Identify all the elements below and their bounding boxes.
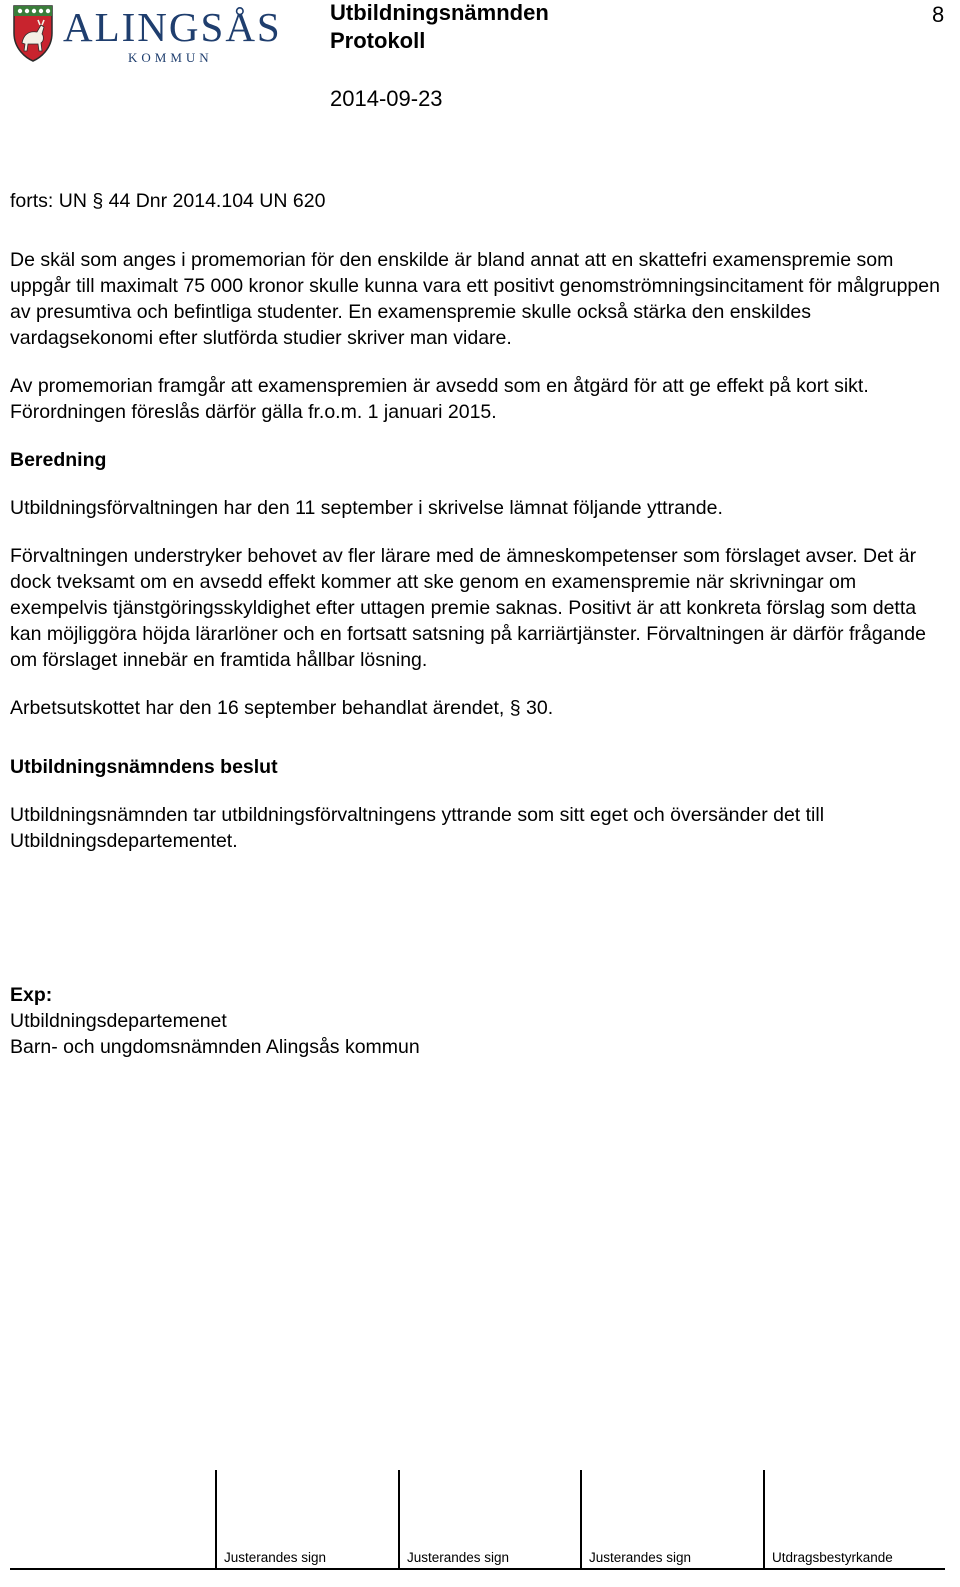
page-number: 8 (932, 2, 945, 27)
paragraph-administration-view: Förvaltningen understryker behovet av fler lärare med de ämneskompetenser som förslaget avser. Det är dock tveksamt om en avsedd effekt kommer att ske genom en examenspremie när skrivningar om exempelvis tjänstgöringsskyldighet efter uttagen premie saknas. Positivt är att konkreta förslag som detta kan möjliggöra höjda lärarlöner och en fortsatt satsning på karriärtjänster. Förvaltningen är därför frågande om förslaget innebär en framtida hållbar lösning. (10, 545, 926, 671)
paragraph-effect: Av promemorian framgår att examenspremien är avsedd som en åtgärd för att ge effekt på kort sikt. Förordningen föreslås därför gälla fr.o.m. 1 januari 2015. (10, 375, 869, 423)
signature-label: Justerandes sign (589, 1550, 692, 1565)
signature-divider (763, 1470, 765, 1570)
signature-label: Justerandes sign (407, 1550, 510, 1565)
meeting-date: 2014-09-23 (330, 86, 443, 111)
heading-decision: Utbildningsnämndens beslut (10, 756, 278, 778)
distribution-label: Exp: (10, 984, 53, 1006)
signature-baseline (10, 1568, 945, 1570)
signature-divider (580, 1470, 582, 1570)
logo-wordmark: ALINGSÅS (63, 4, 282, 50)
distribution-recipient: Barn- och ungdomsnämnden Alingsås kommun (10, 1036, 420, 1058)
paragraph-working-committee: Arbetsutskottet har den 16 september behandlat ärendet, § 30. (10, 697, 554, 719)
case-reference: forts: UN § 44 Dnr 2014.104 UN 620 (10, 190, 326, 212)
distribution-recipient: Utbildningsdepartemenet (10, 1010, 227, 1032)
paragraph-reasons: De skäl som anges i promemorian för den enskilde är bland annat att en skattefri examenspremie som uppgår till maximalt 75 000 kronor skulle kunna vara ett positivt genomströmningsincitament för målgruppen av presumtiva och befintliga studenter. En examenspremie skulle också stärka den enskildes vardagsekonomi efter slutförda studier skriver man vidare. (10, 249, 940, 349)
coat-of-arms-icon (10, 3, 56, 63)
municipality-logo (10, 3, 290, 65)
paragraph-decision: Utbildningsnämnden tar utbildningsförvaltningens yttrande som sitt eget och översänder det till Utbildningsdepartementet. (10, 804, 825, 852)
logo-subtitle: KOMMUN (128, 50, 213, 65)
document-type: Protokoll (330, 28, 426, 53)
signature-label: Utdragsbestyrkande (772, 1550, 893, 1565)
signature-divider (398, 1470, 400, 1570)
document-body (10, 188, 940, 1060)
heading-beredning: Beredning (10, 449, 107, 471)
signature-label: Justerandes sign (224, 1550, 327, 1565)
committee-name: Utbildningsnämnden (330, 0, 549, 25)
signature-divider (215, 1470, 217, 1570)
paragraph-statement-intro: Utbildningsförvaltningen har den 11 september i skrivelse lämnat följande yttrande. (10, 497, 723, 519)
